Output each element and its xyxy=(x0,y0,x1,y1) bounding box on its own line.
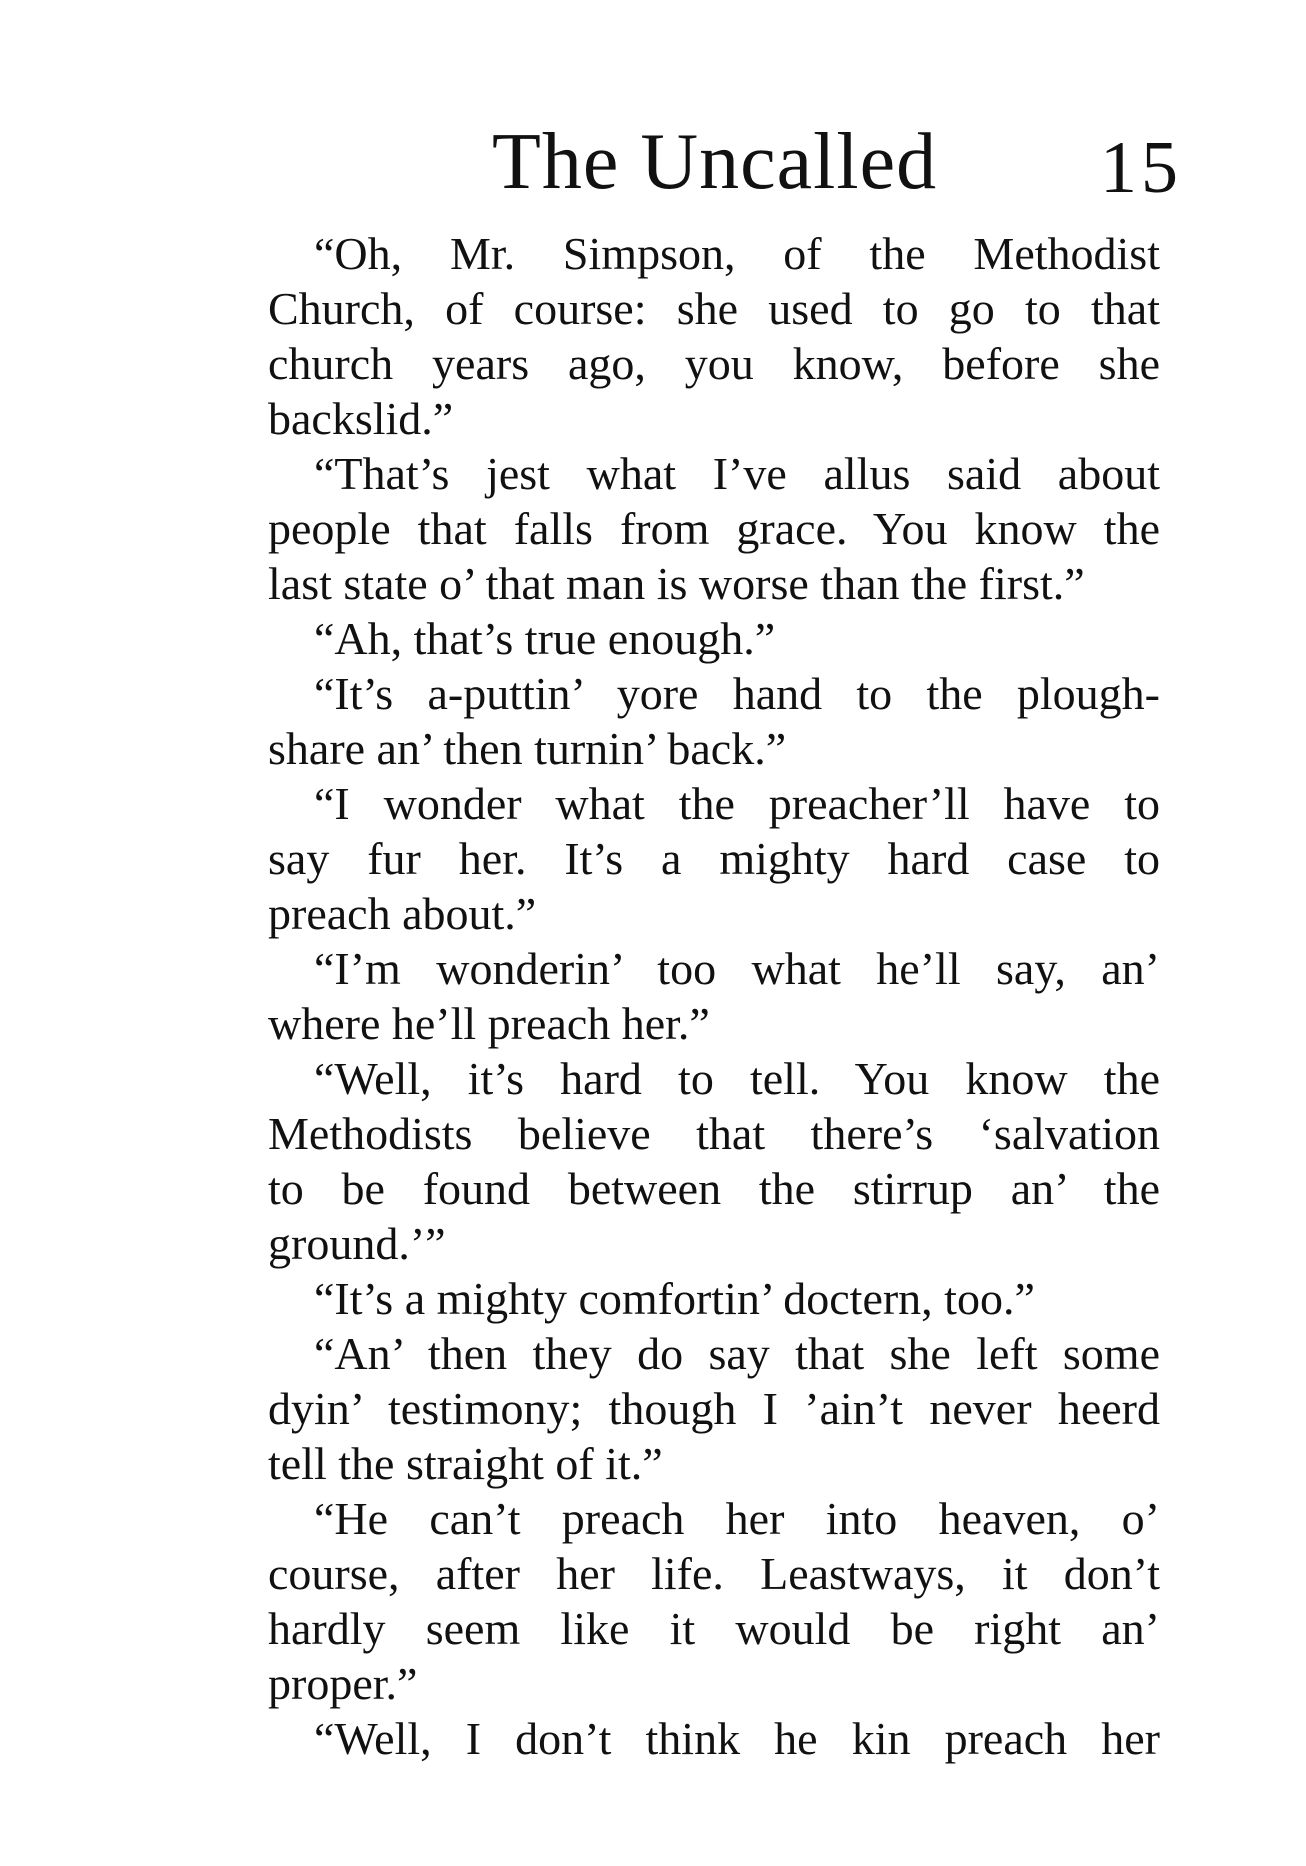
text-line: “An’ then they do say that she left some xyxy=(314,1328,1160,1379)
text-line: last state o’ that man is worse than the first.” xyxy=(268,558,1085,609)
text-line: dyin’ testimony; though I ’ain’t never heerd xyxy=(268,1383,1160,1434)
page-number: 15 xyxy=(1100,127,1182,209)
text-line: proper.” xyxy=(268,1658,418,1709)
text-line: “I wonder what the preacher’ll have to xyxy=(314,778,1160,829)
text-line: “Ah, that’s true enough.” xyxy=(314,613,776,664)
text-line: “It’s a-puttin’ yore hand to the plough- xyxy=(314,668,1160,719)
text-line: to be found between the stirrup an’ the xyxy=(268,1163,1160,1214)
text-line: “That’s jest what I’ve allus said about xyxy=(314,448,1160,499)
text-line: “Well, I don’t think he kin preach her xyxy=(314,1713,1160,1764)
text-line: where he’ll preach her.” xyxy=(268,998,710,1049)
text-line: course, after her life. Leastways, it don’t xyxy=(268,1548,1160,1599)
text-line: preach about.” xyxy=(268,888,537,939)
text-line: Methodists believe that there’s ‘salvation xyxy=(268,1108,1160,1159)
text-line: say fur her. It’s a mighty hard case to xyxy=(268,833,1160,884)
running-head-title: The Uncalled xyxy=(492,118,938,206)
text-line: Church, of course: she used to go to that xyxy=(268,283,1160,334)
text-line: “He can’t preach her into heaven, o’ xyxy=(314,1493,1160,1544)
body-text xyxy=(268,226,1160,1766)
text-line: “Oh, Mr. Simpson, of the Methodist xyxy=(314,228,1160,279)
text-line: backslid.” xyxy=(268,393,454,444)
text-line: tell the straight of it.” xyxy=(268,1438,663,1489)
text-line: people that falls from grace. You know the xyxy=(268,503,1160,554)
text-line: share an’ then turnin’ back.” xyxy=(268,723,787,774)
text-line: church years ago, you know, before she xyxy=(268,338,1160,389)
text-line: “Well, it’s hard to tell. You know the xyxy=(314,1053,1160,1104)
text-line: hardly seem like it would be right an’ xyxy=(268,1603,1160,1654)
text-line: “I’m wonderin’ too what he’ll say, an’ xyxy=(314,943,1160,994)
text-line: ground.’” xyxy=(268,1218,446,1269)
text-line: “It’s a mighty comfortin’ doctern, too.” xyxy=(314,1273,1035,1324)
